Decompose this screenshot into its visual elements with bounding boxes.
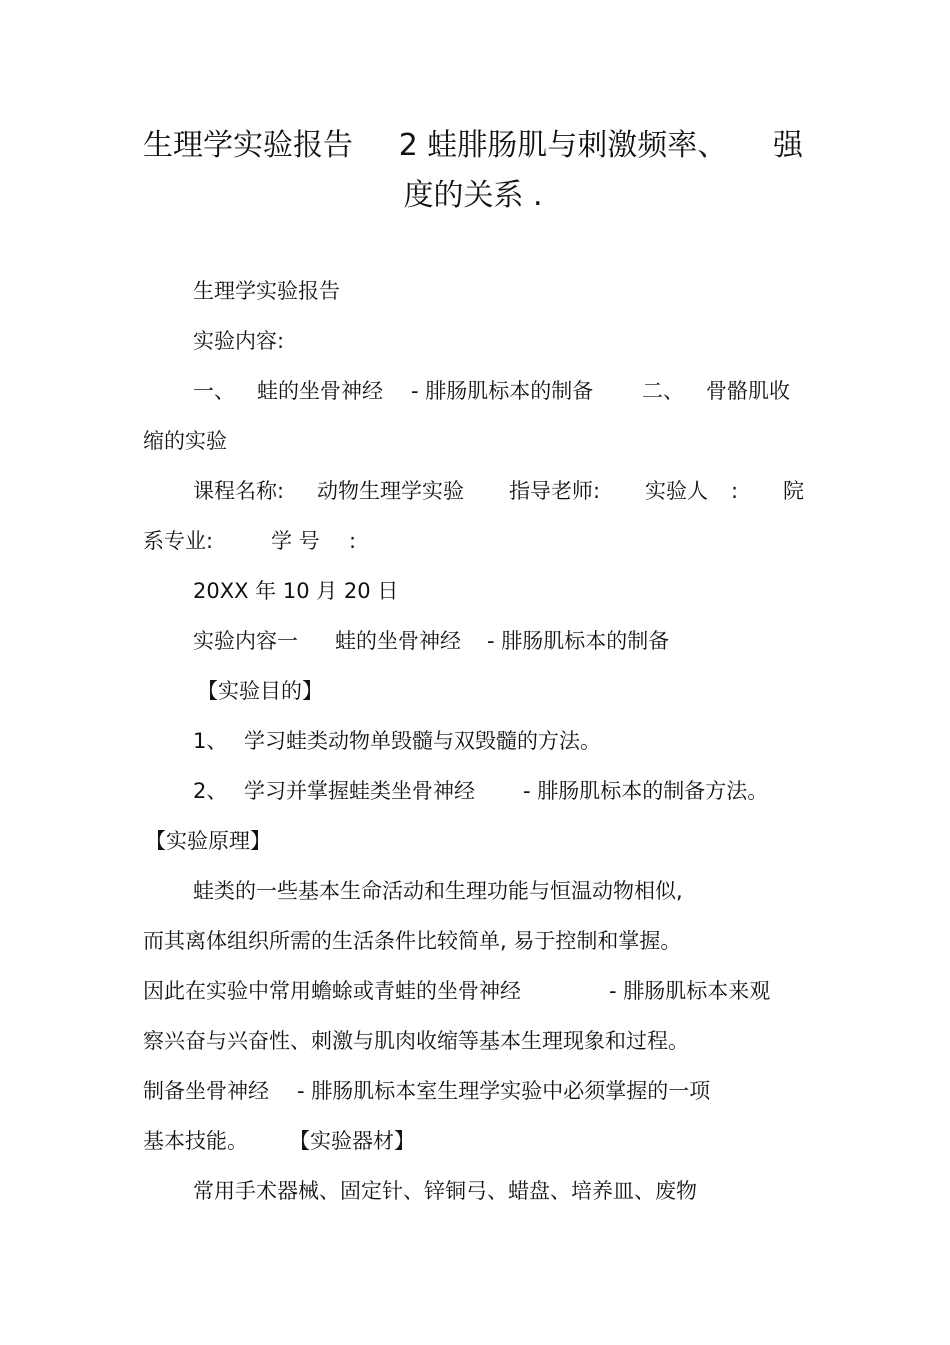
document-title-line-2: 度的关系 .: [403, 178, 543, 213]
document-title-line-1: [143, 124, 803, 168]
content-item-1-number: 一、: [193, 379, 235, 403]
principle-line-1: 蛙类的一些基本生命活动和生理功能与恒温动物相似,: [193, 879, 683, 903]
principle-line-3-start: 因此在实验中常用蟾蜍或青蛙的坐骨神经: [143, 979, 521, 1003]
department-line: [143, 526, 543, 556]
principle-line-6: [143, 1126, 443, 1156]
purpose-item-2-rest: - 腓肠肌标本的制备方法。: [523, 779, 769, 803]
title-part-2: 2 蛙腓肠肌与刺激频率、: [398, 128, 728, 163]
title-part-1: 生理学实验报告: [143, 128, 353, 163]
purpose-item-2-number: 2、: [193, 779, 228, 803]
equipment-line-1: 常用手术器械、固定针、锌铜弓、蜡盘、培养皿、废物: [193, 1179, 697, 1203]
teacher-label: 指导老师:: [509, 479, 601, 503]
experimenter-label: 实验人: [645, 479, 708, 503]
equipment-heading: 【实验器材】: [289, 1129, 415, 1153]
title-part-3: 强: [773, 128, 803, 163]
principle-line-5-start: 制备坐骨神经: [143, 1079, 269, 1103]
purpose-item-2: [193, 776, 793, 806]
report-heading: 生理学实验报告: [193, 279, 340, 303]
principle-line-2: 而其离体组织所需的生活条件比较简单, 易于控制和掌握。: [143, 929, 682, 953]
content-item-1-rest: - 腓肠肌标本的制备: [411, 379, 594, 403]
purpose-item-1-number: 1、: [193, 729, 228, 753]
content-item-1-text: 蛙的坐骨神经: [257, 379, 383, 403]
section-1-title: [193, 626, 753, 656]
section-1-label: 实验内容一: [193, 629, 298, 653]
content-label: 实验内容:: [193, 329, 285, 353]
purpose-item-2-text: 学习并掌握蛙类坐骨神经: [244, 779, 475, 803]
content-item-2-number: 二、: [642, 379, 684, 403]
principle-line-5: [143, 1076, 763, 1106]
content-items-line: [193, 376, 805, 406]
report-date: 20XX 年 10 月 20 日: [193, 579, 399, 603]
student-id-colon: :: [349, 529, 357, 553]
section-1-name: 蛙的坐骨神经: [335, 629, 461, 653]
section-1-rest: - 腓肠肌标本的制备: [487, 629, 670, 653]
principle-line-3: [143, 976, 793, 1006]
purpose-item-1: [193, 726, 753, 756]
principle-line-6-start: 基本技能。: [143, 1129, 248, 1153]
department-label-start: 院: [783, 479, 804, 503]
experimenter-colon: :: [731, 479, 739, 503]
course-value: 动物生理学实验: [317, 479, 464, 503]
principle-line-3-end: - 腓肠肌标本来观: [609, 979, 771, 1003]
purpose-heading: 【实验目的】: [197, 679, 323, 703]
department-label-rest: 系专业:: [143, 529, 214, 553]
course-label: 课程名称:: [193, 479, 285, 503]
content-items-continuation: 缩的实验: [143, 429, 227, 453]
content-item-2-text: 骨骼肌收: [706, 379, 790, 403]
purpose-item-1-text: 学习蛙类动物单毁髓与双毁髓的方法。: [244, 729, 601, 753]
principle-line-5-end: - 腓肠肌标本室生理学实验中必须掌握的一项: [297, 1079, 711, 1103]
course-info-line: [193, 476, 805, 506]
student-id-label: 学 号: [271, 529, 320, 553]
principle-heading: 【实验原理】: [145, 829, 271, 853]
principle-line-4: 察兴奋与兴奋性、刺激与肌肉收缩等基本生理现象和过程。: [143, 1029, 689, 1053]
